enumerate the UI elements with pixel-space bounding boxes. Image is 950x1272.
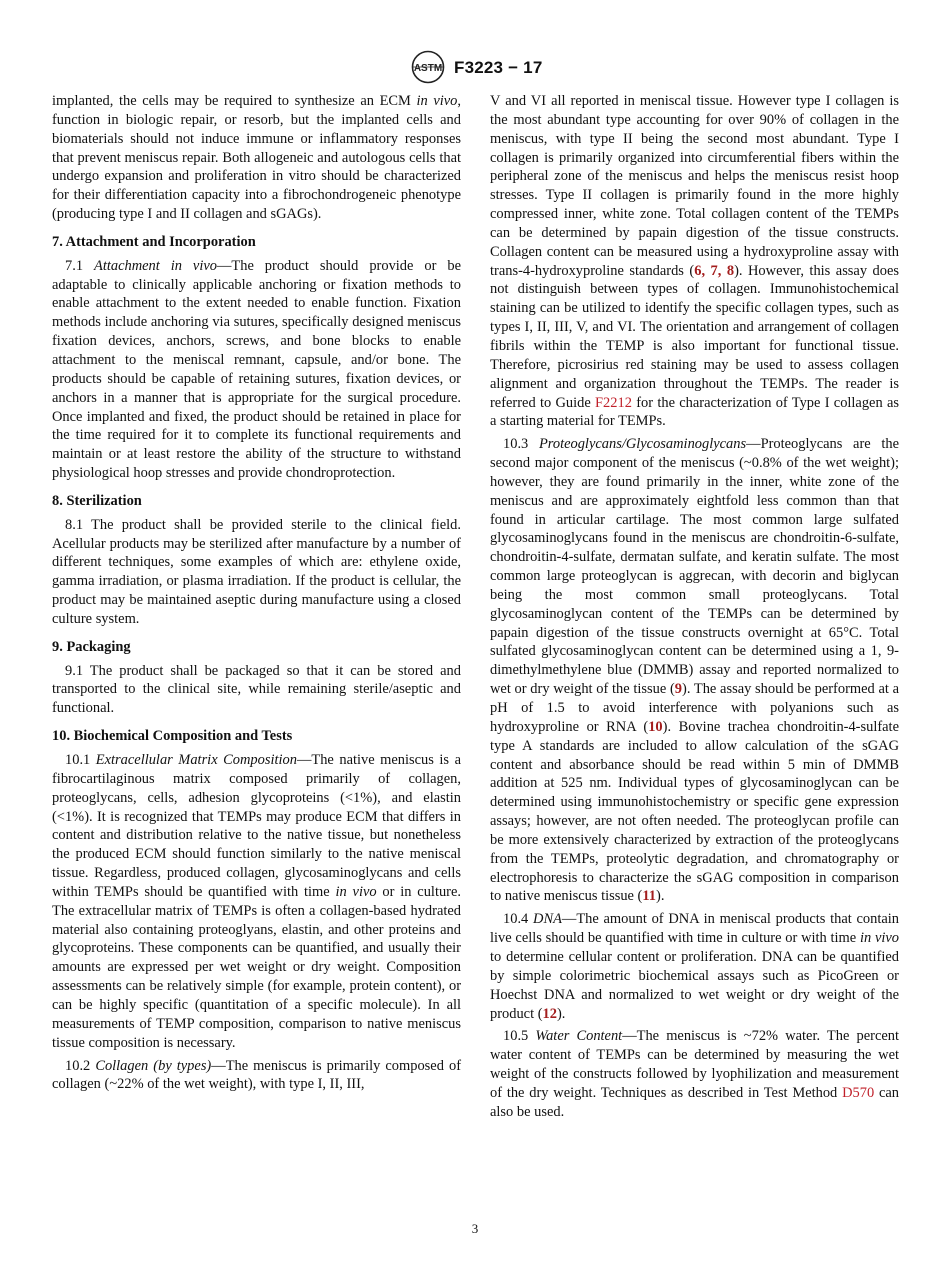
- paragraph-10-1: 10.1 Extracellular Matrix Composition—The native meniscus is a fibrocartilaginous matrix composed primarily of collagen, proteoglycans, cells, adhesion glycoproteins (<1%), and elastin (<1%). It is recognized that TEMPs may produce ECM that differs in content and distribution relative to the native tissue, but nonetheless the produced ECM should function similarly to the native meniscal tissue. Regardless, produced collagen, glycosaminoglycans and cells within TEMPs should be quantified with time in vivo or in culture. The extracellular matrix of TEMPs is often a collagen-based hydrated material also containing proteoglyans, elastin, and other proteins and glycoproteins. These components can be quantified, and usually their amounts are expressed per wet weight or dry weight. Composition assessments can be relatively simple (for example, protein content), or can be highly specific (quantitation of a specific molecule). In all measurements of TEMP composition, comparison to native meniscus tissue composition is necessary.: [52, 752, 461, 1051]
- astm-logo-icon: [409, 50, 447, 84]
- paragraph-10-4: 10.4 DNA—The amount of DNA in meniscal products that contain live cells should be quantified with time in culture or with time in vivo to determine cellular content or proliferation. DNA can be quantified by simple colorimetric biochemical assays such as PicoGreen or Hoechst DNA and normalized to wet weight or dry weight of the product (12).: [490, 911, 899, 1022]
- section-heading-9: 9. Packaging: [52, 638, 131, 655]
- citation-link[interactable]: 10: [648, 718, 663, 735]
- section-heading-8: 8. Sterilization: [52, 492, 142, 509]
- paragraph-8-1: 8.1 The product shall be provided sterile to the clinical field. Acellular products may be sterilized after manufacture by a number of different techniques, some examples of which are: ethylene oxide, gamma irradiation, or plasma irradiation. If the product is cellular, the product may be maintained aseptic during manufacture using a closed culture system.: [52, 516, 461, 627]
- right-column: [490, 92, 899, 1126]
- page-number: 3: [471, 1221, 479, 1236]
- citation-link[interactable]: 11: [642, 888, 657, 905]
- left-column: [52, 92, 461, 1098]
- citation-link[interactable]: 12: [542, 1005, 557, 1022]
- paragraph-10-2: 10.2 Collagen (by types)—The meniscus is primarily composed of collagen (~22% of the wet weight), with type I, II, III,: [52, 1057, 462, 1093]
- section-heading-10: 10. Biochemical Composition and Tests: [52, 728, 293, 745]
- paragraph-10-3: 10.3 Proteoglycans/Glycosaminoglycans—Proteoglycans are the second major component of the meniscus (~0.8% of the wet weight); however, they are found primarily in the inner, white zone of the meniscus and are approximately eightfold less common than that found in articular cartilage. The most common large sulfated glycosaminoglycans found in the meniscus are chondroitin-6-sulfate, chondroitin-4-sulfate, dermatan sulfate, and keratin sulfate. The most common large proteoglycan is aggrecan, with decorin and biglycan being the most common small proteoglycans. Total glycosaminoglycan content of the TEMPs can be determined by papain digestion of the tissue constructs overnight at 65°C. Total sulfated glycosaminoglycan content can be determined using a 1, 9-dimethylmethylene blue (DMMB) assay and reported normalized to wet or dry weight of the tissue (9). The assay should be performed at a pH of 1.5 to avoid interference with polyanions such as hydroxyproline or RNA (10). Bovine trachea chondroitin-4-sulfate type A standards are included to allow calculation of the sGAG content and absorbance should be read within 5 min of DMMB addition at 525 nm. Individual types of glycosaminoglycan can be determined using immunohistochemistry or specific gene expression assays; however, are not often needed. The proteoglycan profile can be more extensively characterized by extraction of the proteoglycans from the TEMPs, proteolytic degradation, and chromatography or electrophoresis to characterize the sGAG composition in comparison to native meniscus tissue (11).: [490, 436, 899, 905]
- standard-link-d570[interactable]: D570: [842, 1084, 875, 1101]
- citation-link[interactable]: 6, 7, 8: [694, 262, 735, 279]
- page-header: [0, 58, 950, 82]
- section-heading-7: 7. Attachment and Incorporation: [52, 233, 256, 250]
- paragraph-7-1: 7.1 Attachment in vivo—The product should provide or be adaptable to clinically applicable anchoring or fixation methods to enable attachment to the extent needed to enable function. Fixation methods include anchoring via sutures, specifically designed meniscus fixation devices, anchors, screws, and bone blocks to enable attachment to the meniscal remnant, capsule, and/or bone. The products should be capable of retaining sutures, fixation devices, or anchors in a manner that is appropriate for the surgical procedure. Once implanted and fixed, the product should be retained in place for the time required for it to complete its functional requirements and maintain or at least restore the ability of the structure to withstand physiological hoop stresses and provide chondroprotection.: [52, 257, 462, 482]
- paragraph-10-2-continued: V and VI all reported in meniscal tissue. However type I collagen is the most abundant type accounting for over 90% of collagen in the meniscus, with type II being the second most abundant. Type I collagen is primarily organized into circumferential fibers within the peripheral zone of the meniscus and helps the meniscus resist hoop stresses. Type II collagen is primarily found in the more highly compressed inner, white zone. Total collagen content of the TEMPs can be determined by papain digestion of the tissue constructs. Collagen content can be measured using a hydroxyproline assay with trans-4-hydroxyproline standards (6, 7, 8). However, this assay does not distinguish between types of collagen. Immunohistochemical staining can be utilized to identify the specific collagen types, such as types I, II, III, V, and VI. The orientation and arrangement of collagen fibrils within the TEMP is also important for functional tissue. Therefore, picrosirius red staining may be used to assess collagen alignment and organization throughout the TEMPs. The reader is referred to Guide F2212 for the characterization of Type I collagen as a starting material for TEMPs.: [490, 93, 900, 430]
- standard-link-f2212[interactable]: F2212: [595, 394, 632, 411]
- svg-text:ASTM: ASTM: [413, 63, 443, 74]
- paragraph-10-5: 10.5 Water Content—The meniscus is ~72% water. The percent water content of TEMPs can be determined by measuring the wet weight of the constructs followed by lyophilization and measurement of the dry weight. Techniques as described in Test Method D570 can also be used.: [490, 1028, 899, 1120]
- citation-link[interactable]: 9: [674, 681, 683, 698]
- standard-designation: F3223 − 17: [454, 58, 543, 77]
- paragraph-9-1: 9.1 The product shall be packaged so that it can be stored and transported to the clinical site, while remaining sterile/aseptic and functional.: [52, 662, 461, 717]
- paragraph-6-continued: implanted, the cells may be required to synthesize an ECM in vivo, function in biologic repair, or resorb, but the implanted cells and biomaterials should not induce immune or inflammatory responses that prevent meniscus repair. Both allogeneic and autologous cells that undergo expansion and proliferation in vitro should be characterized for their differentiation capacity into a fibrochondrogeneic phenotype (producing type I and II collagen and sGAGs).: [52, 93, 461, 223]
